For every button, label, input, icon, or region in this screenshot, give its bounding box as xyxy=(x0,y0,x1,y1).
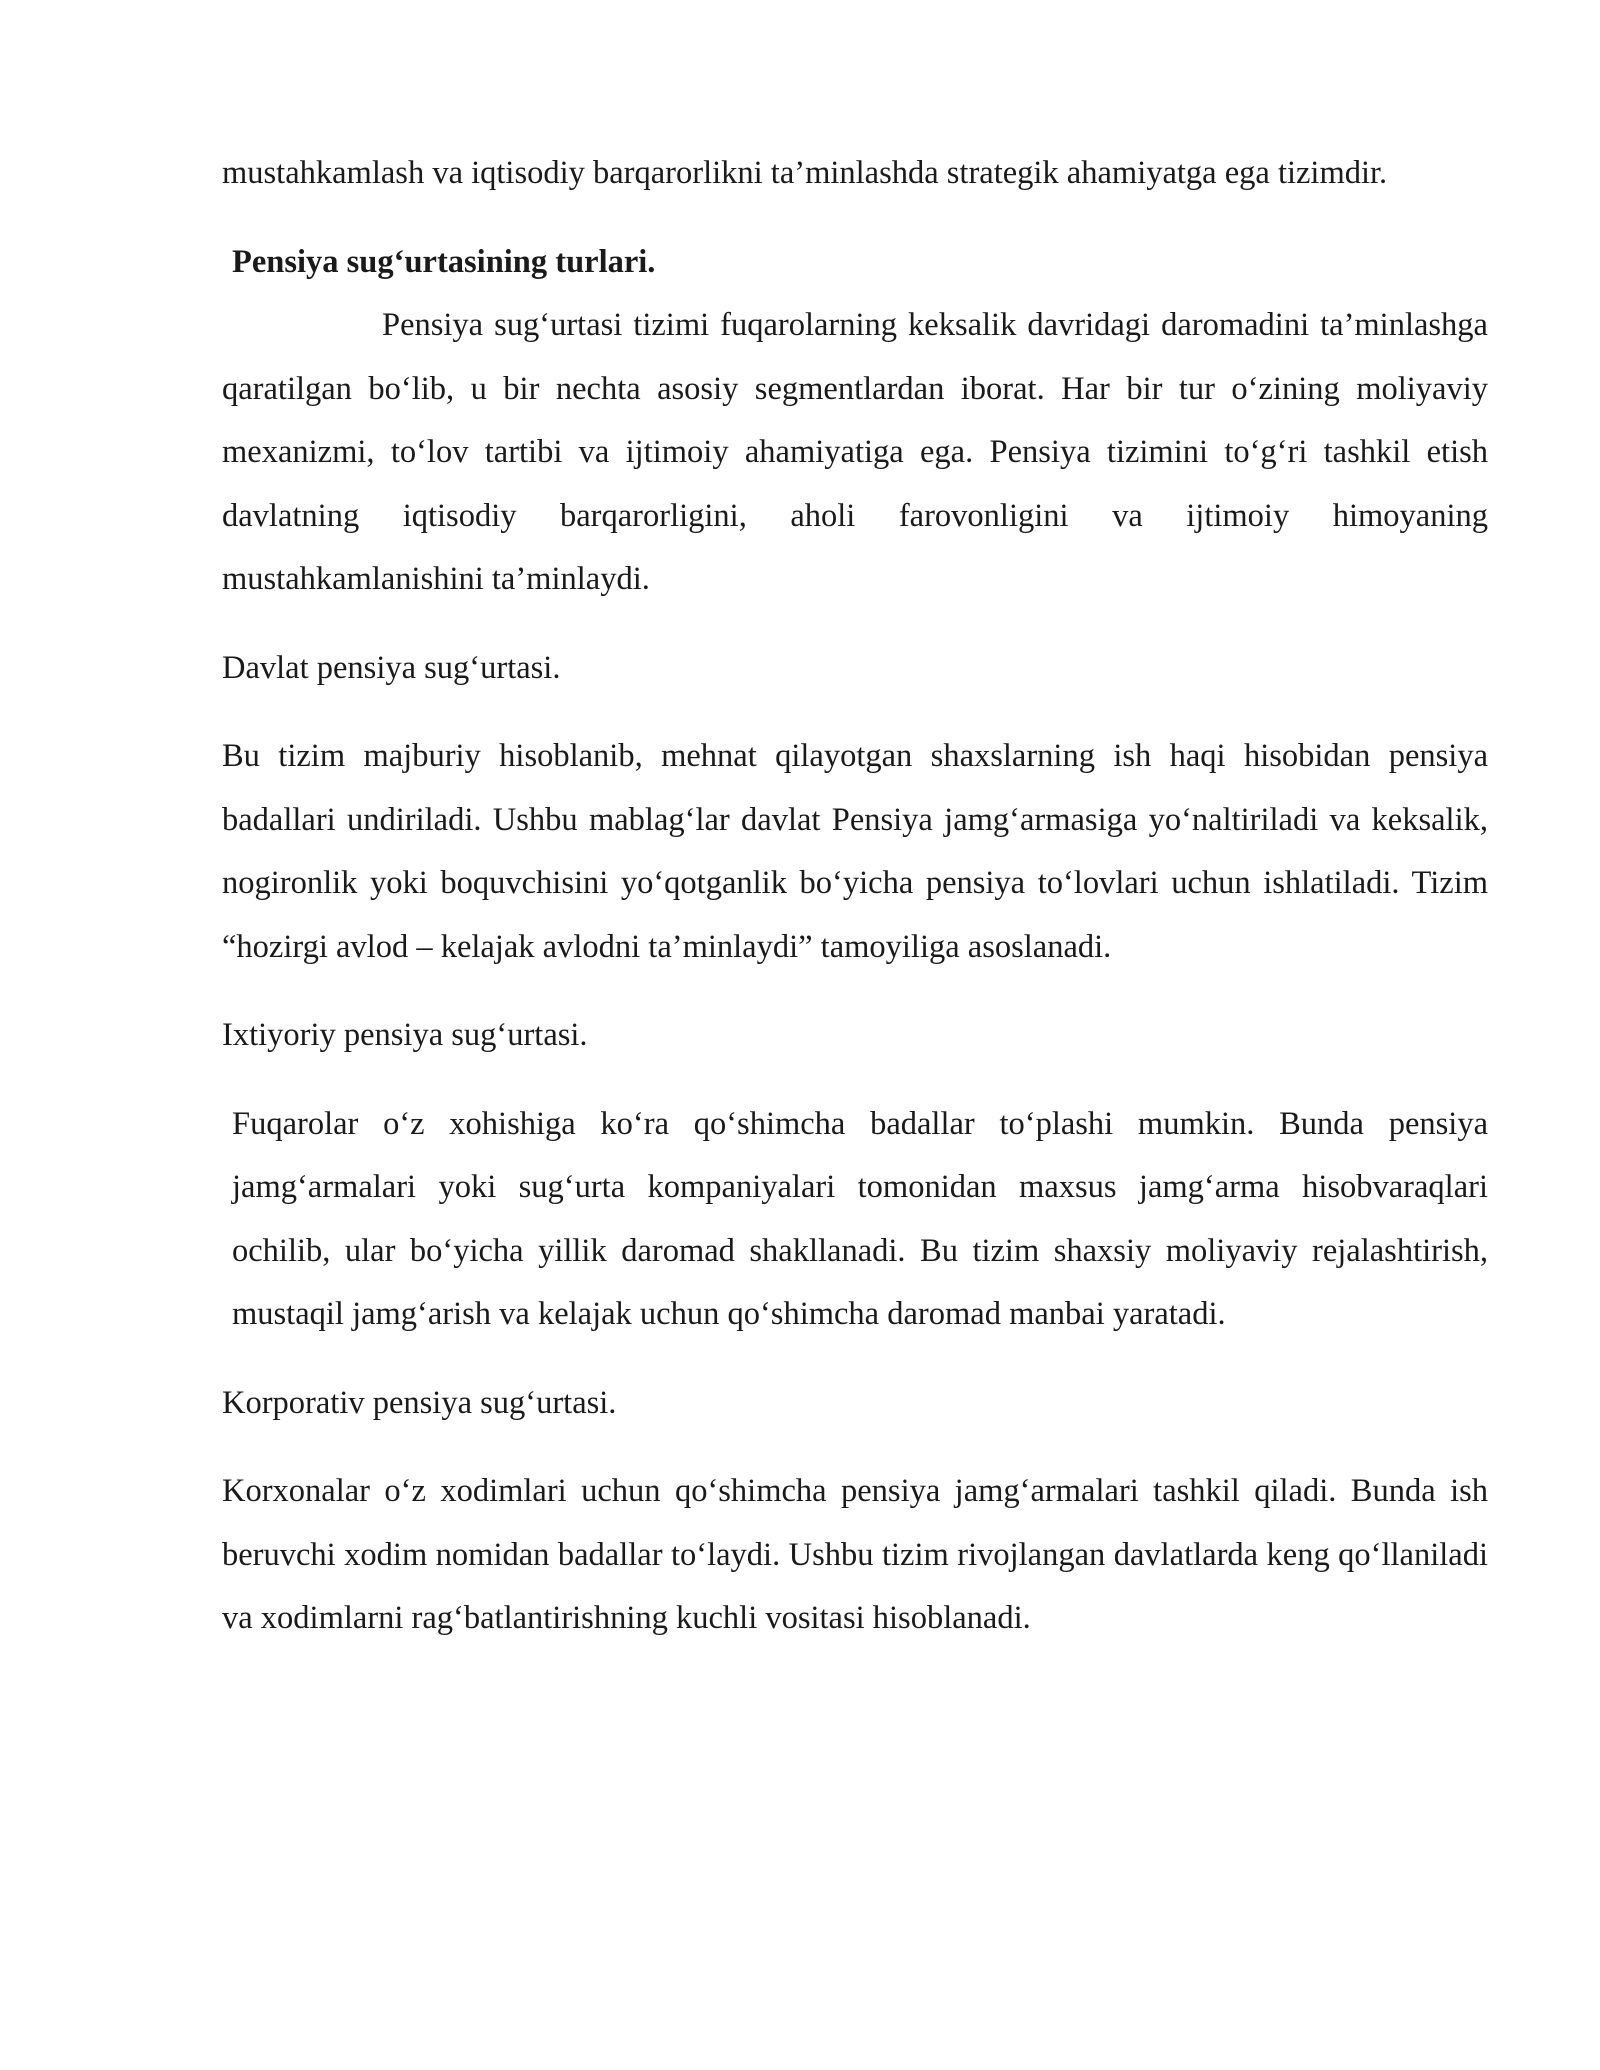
voluntary-pension-subheading: Ixtiyoriy pensiya sug‘urtasi. xyxy=(222,1017,588,1053)
voluntary-pension-paragraph: Fuqarolar o‘z xohishiga ko‘ra qo‘shimcha badallar to‘plashi mumkin. Bunda pensiya jamg‘armalari yoki sug‘urta kompaniyalari tomonidan maxsus jamg‘arma hisobvaraqlari ochilib, ular bo‘yicha yillik daromad shakllanadi. Bu tizim shaxsiy moliyaviy rejalashtirish, mustaqil jamg‘arish va kelajak uchun qo‘shimcha daromad manbai yaratadi. xyxy=(232,1105,1488,1332)
state-pension-subheading: Davlat pensiya sug‘urtasi. xyxy=(222,649,561,686)
corporate-pension-paragraph: Korxonalar o‘z xodimlari uchun qo‘shimcha pensiya jamg‘armalari tashkil qiladi. Bunda ish beruvchi xodim nomidan badallar to‘laydi. Ushbu tizim rivojlangan davlatlarda keng qo‘llaniladi va xodimlarni rag‘batlantirishning kuchli vositasi hisoblanadi. xyxy=(222,1473,1488,1636)
state-pension-paragraph: Bu tizim majburiy hisoblanib, mehnat qilayotgan shaxslarning ish haqi hisobidan pensiya badallari undiriladi. Ushbu mablag‘lar davlat Pensiya jamg‘armasiga yo‘naltiriladi va keksalik, nogironlik yoki boquvchisini yo‘qotganlik bo‘yicha pensiya to‘lovlari uchun ishlatiladi. Tizim “hozirgi avlod – kelajak avlodni ta’minlaydi” tamoyiliga asoslanadi. xyxy=(222,738,1488,965)
intro-paragraph: mustahkamlash va iqtisodiy barqarorlikni ta’minlashda strategik ahamiyatga ega tizimdir. xyxy=(222,155,1388,191)
corporate-pension-subheading: Korporativ pensiya sug‘urtasi. xyxy=(222,1384,617,1421)
document-body xyxy=(222,142,1488,1651)
section-heading: Pensiya sug‘urtasining turlari. xyxy=(232,243,656,280)
overview-paragraph: Pensiya sug‘urtasi tizimi fuqarolarning keksalik davridagi daromadini ta’minlashga qaratilgan bo‘lib, u bir nechta asosiy segmentlardan iborat. Har bir tur o‘zining moliyaviy mexanizmi, to‘lov tartibi va ijtimoiy ahamiyatiga ega. Pensiya tizimini to‘g‘ri tashkil etish davlatning iqtisodiy barqarorligini, aholi farovonligini va ijtimoiy himoyaning mustahkamlanishini ta’minlaydi. xyxy=(222,307,1488,597)
